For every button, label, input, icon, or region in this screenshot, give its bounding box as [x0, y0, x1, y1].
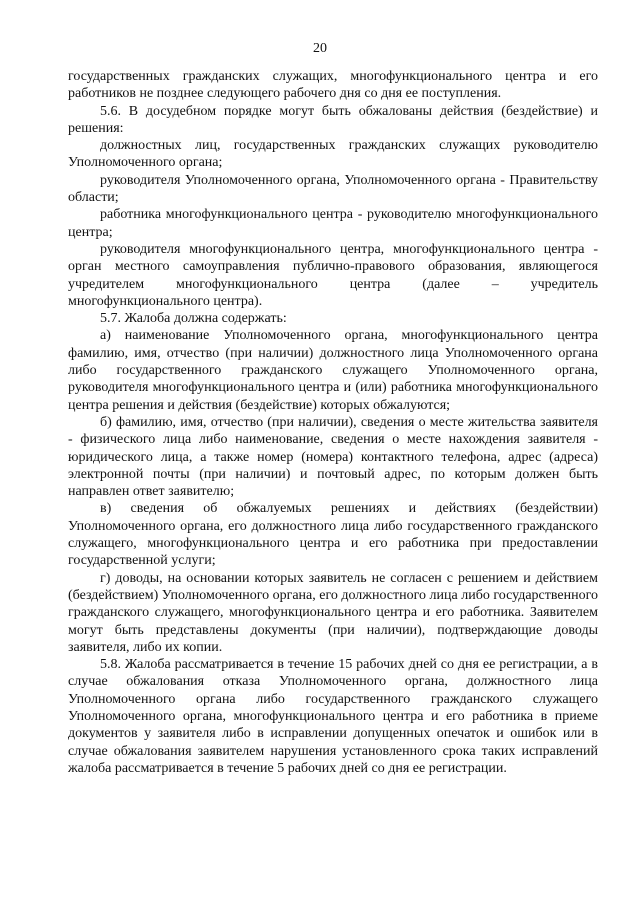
list-item-mfc-head: руководителя многофункционального центра, многофункционального центра - орган местного самоуправления публично-правового образования, являющегося учредителем многофункционального центра (далее – учредитель многофункционального центра). — [68, 241, 598, 309]
list-item-mfc-employee: работника многофункционального центра - руководителю многофункционального центра; — [68, 207, 598, 240]
document-body — [68, 68, 598, 777]
list-item-officials: должностных лиц, государственных гражданских служащих руководителю Уполномоченного органа; — [68, 138, 598, 171]
page-number: 20 — [313, 41, 327, 56]
list-item-v: в) сведения об обжалуемых решениях и действиях (бездействии) Уполномоченного органа, его должностного лица либо государственного гражданского служащего, многофункционального центра и его работника при предоставлении государственной услуги; — [68, 501, 598, 569]
list-item-b: б) фамилию, имя, отчество (при наличии), сведения о месте жительства заявителя - физического лица либо наименование, сведения о месте нахождения заявителя - юридического лица, а также номер (номера) контактного телефона, адрес (адреса) электронной почты (при наличии) и почтовый адрес, по которым должен быть направлен ответ заявителю; — [68, 414, 598, 500]
list-item-a: а) наименование Уполномоченного органа, многофункционального центра фамилию, имя, отчество (при наличии) должностного лица Уполномоченного органа либо государственного гражданского служащего Уполномоченного органа, руководителя многофункционального центра и (или) работника многофункционального центра решения и действия (бездействие) которых обжалуются; — [68, 328, 598, 413]
paragraph-5-6: 5.6. В досудебном порядке могут быть обжалованы действия (бездействие) и решения: — [68, 103, 598, 136]
paragraph-5-8: 5.8. Жалоба рассматривается в течение 15 рабочих дней со дня ее регистрации, а в случае обжалования отказа Уполномоченного органа, должностного лица Уполномоченного органа либо государственного гражданского служащего Уполномоченного органа, многофункционального центра и его работника в приеме документов у заявителя либо в исправлении допущенных опечаток и ошибок или в случае обжалования заявителем нарушения установленного срока таких исправлений жалоба рассматривается в течение 5 рабочих дней со дня ее регистрации. — [68, 657, 598, 776]
list-item-head-of-authority: руководителя Уполномоченного органа, Уполномоченного органа - Правительству области; — [68, 172, 598, 206]
list-item-g: г) доводы, на основании которых заявитель не согласен с решением и действием (бездействием) Уполномоченного органа, его должностного лица либо государственного гражданского служащего, многофункционального центра и его работника. Заявителем могут быть представлены документы (при наличии), подтверждающие доводы заявителя, либо их копии. — [68, 570, 598, 655]
paragraph-continuation: государственных гражданских служащих, многофункционального центра и его работников не позднее следующего рабочего дня со дня ее поступления. — [68, 69, 598, 102]
paragraph-5-7: 5.7. Жалоба должна содержать: — [100, 311, 287, 327]
